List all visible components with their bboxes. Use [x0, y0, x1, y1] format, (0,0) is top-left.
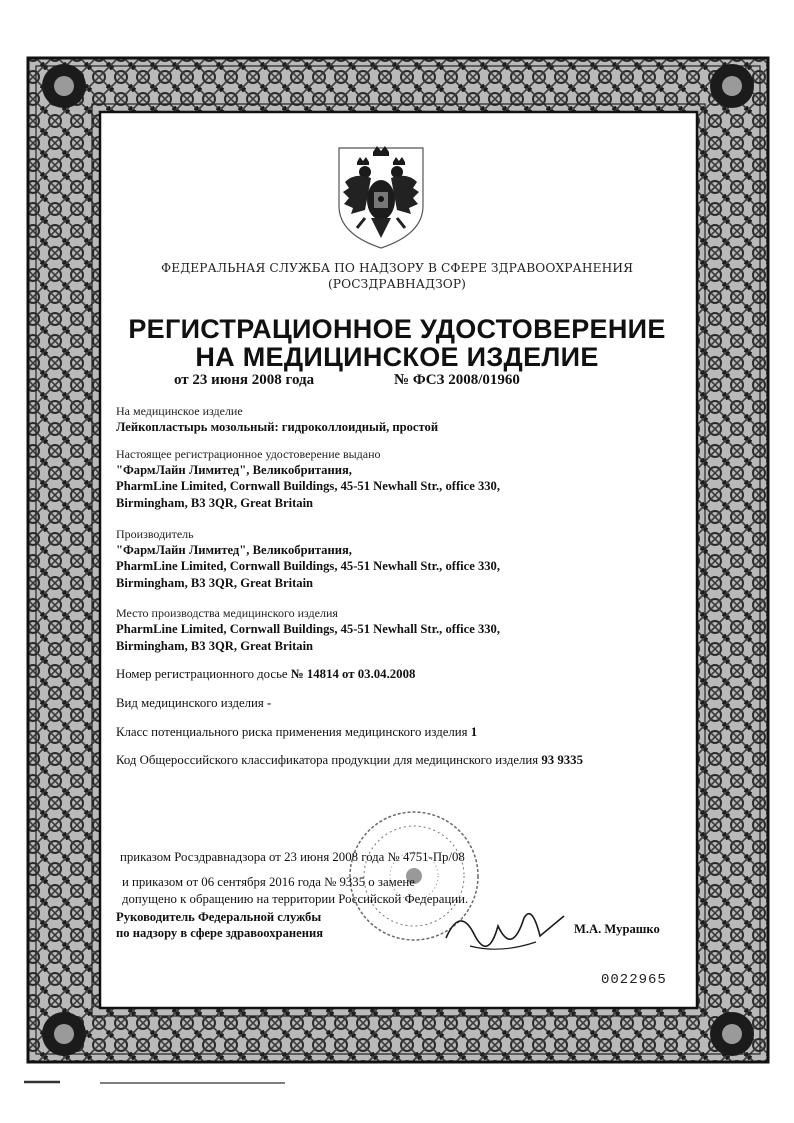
issue-date: от 23 июня 2008 года	[174, 372, 315, 388]
production-site-line: PharmLine Limited, Cornwall Buildings, 45-51 Newhall Str., office 330,	[116, 622, 500, 636]
agency-short-name: (РОСЗДРАВНАДЗОР)	[327, 277, 467, 291]
manufacturer-label: Производитель	[116, 527, 194, 541]
certificate-title: РЕГИСТРАЦИОННОЕ УДОСТОВЕРЕНИЕ	[128, 314, 666, 344]
kind-label: Вид медицинского изделия	[116, 696, 264, 710]
agency-name: ФЕДЕРАЛЬНАЯ СЛУЖБА ПО НАДЗОРУ В СФЕРЕ ЗДРАВООХРАНЕНИЯ	[160, 261, 634, 275]
product-name: Лейкопластырь мозольный: гидроколлоидный, простой	[116, 420, 439, 434]
serial-number: 0022965	[601, 972, 667, 988]
issued-to-line: "ФармЛайн Лимитед", Великобритания,	[116, 463, 352, 477]
kind-value: -	[266, 696, 272, 710]
manufacturer-line: PharmLine Limited, Cornwall Buildings, 45-51 Newhall Str., office 330,	[116, 559, 500, 573]
signer-name: М.А. Мурашко	[574, 922, 660, 936]
handwritten-signature	[440, 896, 570, 966]
manufacturer-line: "ФармЛайн Лимитед", Великобритания,	[116, 543, 352, 557]
okp-code-label: Код Общероссийского классификатора продукции для медицинского изделия	[116, 753, 539, 767]
coat-of-arms-emblem	[335, 142, 427, 252]
risk-class-value: 1	[470, 725, 478, 739]
order-line-2: и приказом от 06 сентября 2016 года № 9335 о замене	[122, 875, 415, 889]
production-site-label: Место производства медицинского изделия	[116, 606, 338, 620]
signer-position-line-2: по надзору в сфере здравоохранения	[116, 926, 324, 940]
production-site-line: Birmingham, B3 3QR, Great Britain	[116, 639, 314, 653]
okp-code-row	[116, 753, 583, 768]
risk-class-row	[116, 725, 477, 740]
product-label: На медицинское изделие	[116, 404, 243, 418]
issued-to-line: PharmLine Limited, Cornwall Buildings, 45-51 Newhall Str., office 330,	[116, 479, 500, 493]
dossier-value: № 14814 от 03.04.2008	[290, 667, 416, 681]
manufacturer-line: Birmingham, B3 3QR, Great Britain	[116, 576, 314, 590]
signer-position-line-1: Руководитель Федеральной службы	[116, 910, 322, 924]
risk-class-label: Класс потенциального риска применения медицинского изделия	[116, 725, 468, 739]
issued-to-line: Birmingham, B3 3QR, Great Britain	[116, 496, 314, 510]
okp-code-value: 93 9335	[541, 753, 583, 767]
order-line-3: допущено к обращению на территории Российской Федерации.	[122, 892, 469, 906]
kind-row	[116, 696, 271, 711]
order-line-1: приказом Росздравнадзора от 23 июня 2008 года № 4751-Пр/08	[120, 850, 465, 864]
registration-number: № ФСЗ 2008/01960	[394, 372, 520, 388]
certificate-subtitle: НА МЕДИЦИНСКОЕ ИЗДЕЛИЕ	[195, 342, 599, 372]
dossier-row	[116, 667, 415, 682]
dossier-label: Номер регистрационного досье	[116, 667, 288, 681]
issued-to-label: Настоящее регистрационное удостоверение выдано	[116, 447, 381, 461]
